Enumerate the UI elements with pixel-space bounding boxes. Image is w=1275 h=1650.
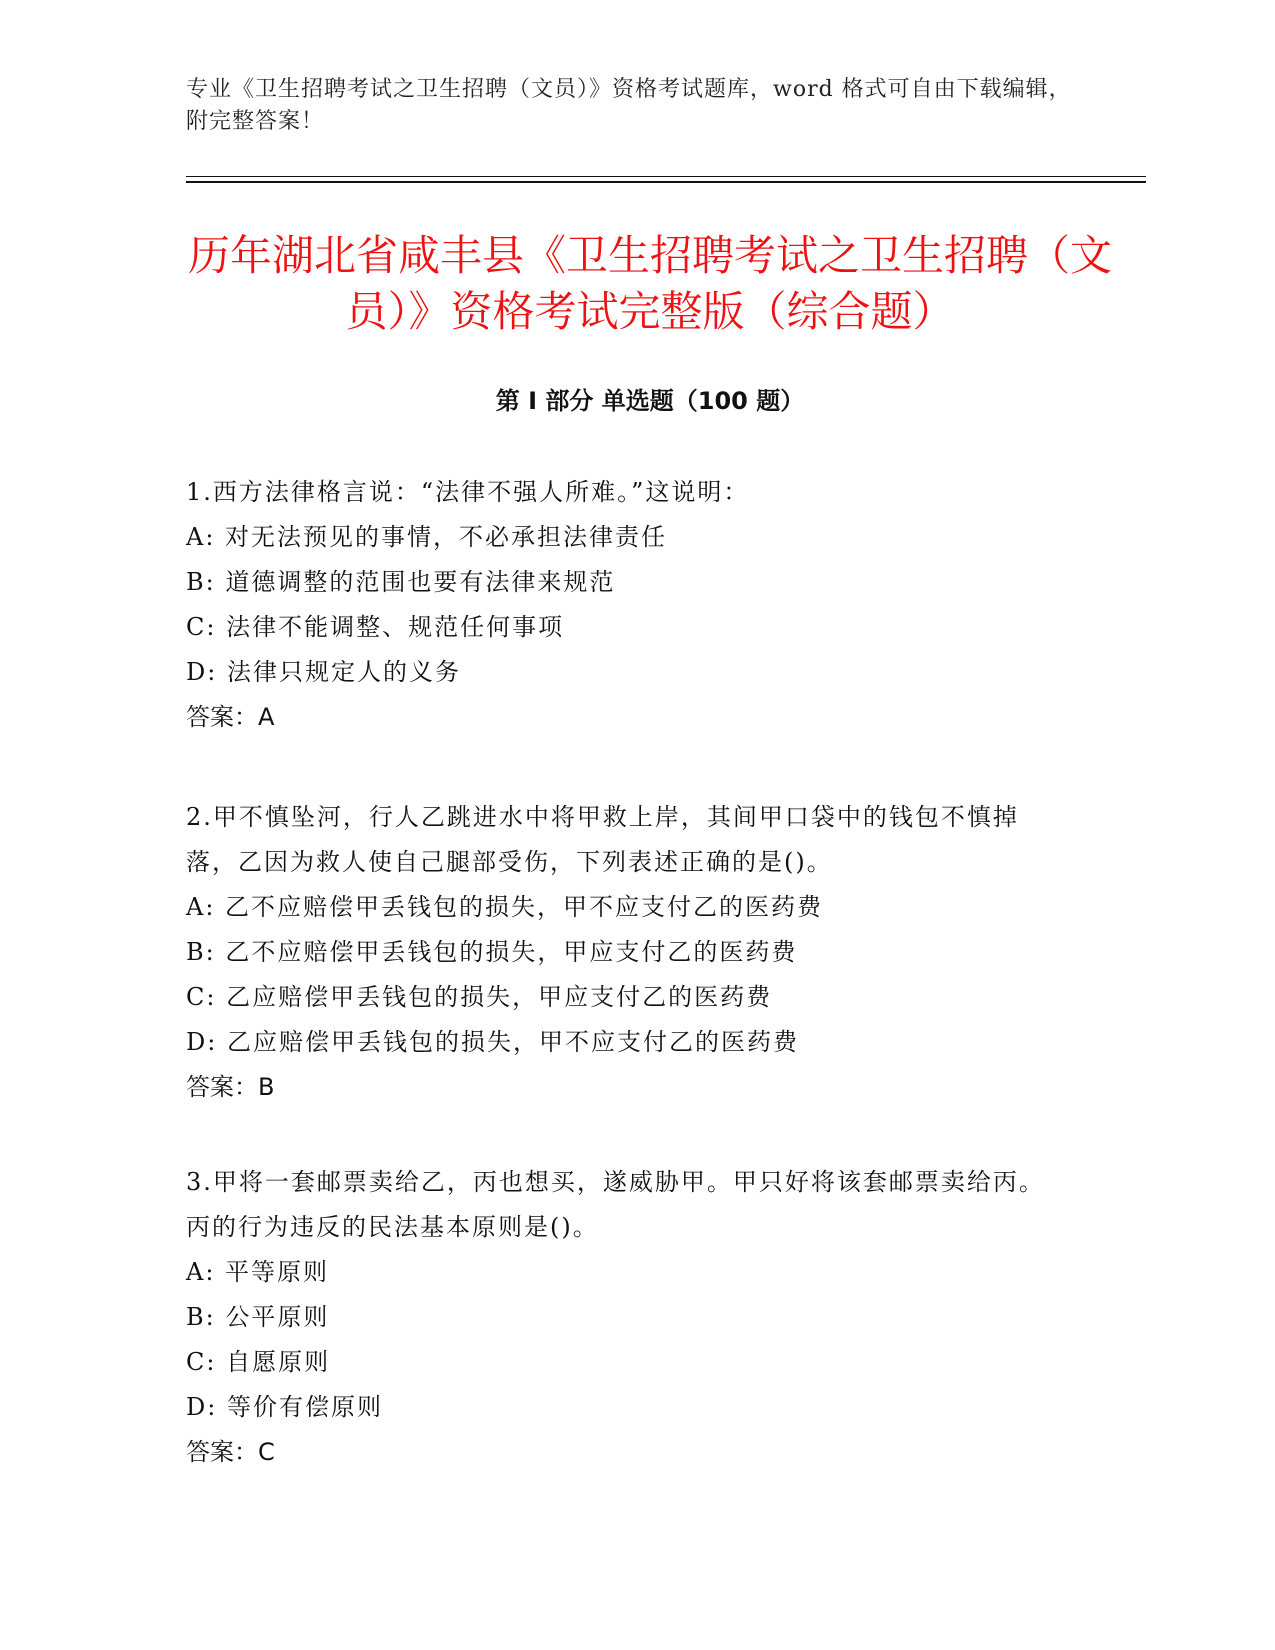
header-divider-thin — [186, 176, 1146, 177]
option-d: D: 乙应赔偿甲丢钱包的损失，甲不应支付乙的医药费 — [186, 1028, 799, 1056]
option-c: C: 乙应赔偿甲丢钱包的损失，甲应支付乙的医药费 — [186, 983, 773, 1011]
answer: 答案：B — [186, 1073, 275, 1101]
question-3 — [186, 1160, 1066, 1475]
option-d: D: 法律只规定人的义务 — [186, 658, 461, 686]
option-c: C: 自愿原则 — [186, 1348, 331, 1376]
option-a: A: 乙不应赔偿甲丢钱包的损失，甲不应支付乙的医药费 — [186, 893, 824, 921]
question-1 — [186, 470, 1066, 740]
option-c: C: 法律不能调整、规范任何事项 — [186, 613, 565, 641]
answer: 答案：A — [186, 703, 275, 731]
answer: 答案：C — [186, 1438, 275, 1466]
option-b: B: 公平原则 — [186, 1303, 330, 1331]
question-stem: 3.甲将一套邮票卖给乙，丙也想买，遂威胁甲。甲只好将该套邮票卖给丙。丙的行为违反的民法基本原则是()。 — [186, 1168, 1045, 1241]
question-stem: 1.西方法律格言说：“法律不强人所难。”这说明： — [186, 478, 750, 506]
option-b: B: 道德调整的范围也要有法律来规范 — [186, 568, 616, 596]
header-note: 专业《卫生招聘考试之卫生招聘（文员）》资格考试题库，word 格式可自由下载编辑，附完整答案！ — [186, 77, 1072, 134]
option-a: A: 平等原则 — [186, 1258, 330, 1286]
question-2 — [186, 795, 1066, 1110]
question-stem: 2.甲不慎坠河，行人乙跳进水中将甲救上岸，其间甲口袋中的钱包不慎掉落，乙因为救人使自己腿部受伤，下列表述正确的是()。 — [186, 803, 1019, 876]
option-d: D: 等价有偿原则 — [186, 1393, 383, 1421]
option-a: A: 对无法预见的事情，不必承担法律责任 — [186, 523, 668, 551]
header-divider-thick — [186, 181, 1146, 183]
document-title: 历年湖北省咸丰县《卫生招聘考试之卫生招聘（文员）》资格考试完整版（综合题） — [187, 231, 1112, 336]
option-b: B: 乙不应赔偿甲丢钱包的损失，甲应支付乙的医药费 — [186, 938, 798, 966]
section-heading: 第 I 部分 单选题（100 题） — [495, 387, 805, 415]
